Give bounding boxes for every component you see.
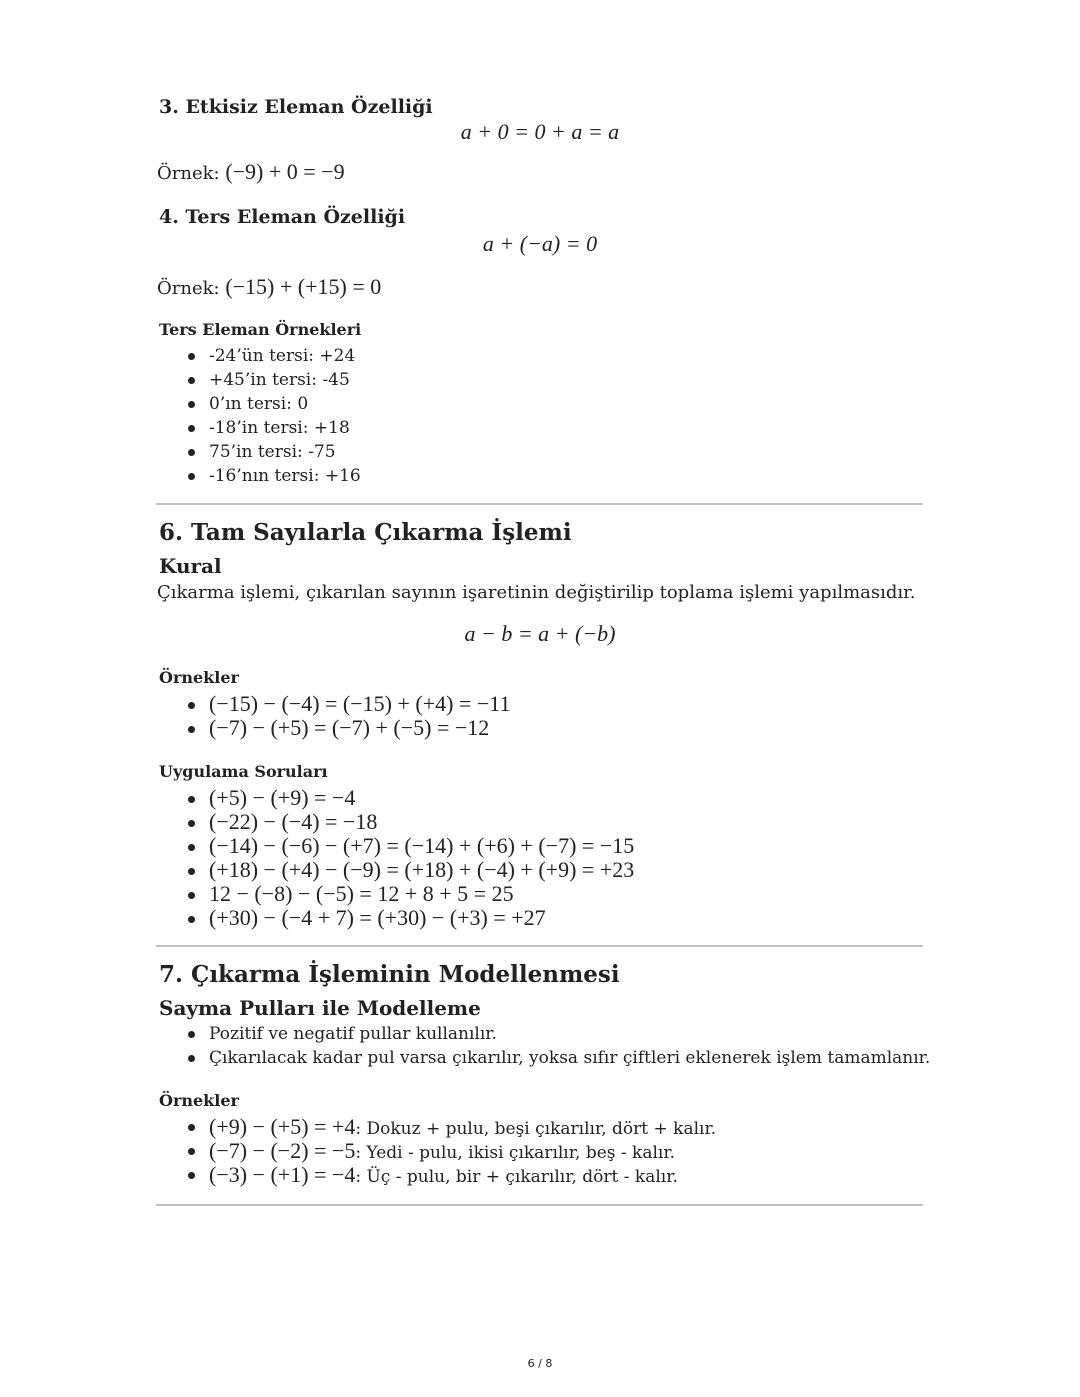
example-label: Örnek: bbox=[157, 278, 226, 299]
practice-list bbox=[188, 786, 634, 930]
list-item bbox=[188, 1139, 716, 1163]
list-item: -18’in tersi: +18 bbox=[188, 416, 361, 440]
inverse-examples-heading: Ters Eleman Örnekleri bbox=[159, 320, 362, 339]
list-item: Çıkarılacak kadar pul varsa çıkarılır, yoksa sıfır çiftleri eklenerek işlem tamamlanır. bbox=[188, 1046, 930, 1070]
rule-text: Çıkarma işlemi, çıkarılan sayının işaretinin değiştirilip toplama işlemi yapılmasıdır. bbox=[157, 582, 916, 603]
inverse-example bbox=[157, 274, 381, 300]
identity-example bbox=[157, 159, 345, 185]
list-item: Pozitif ve negatif pullar kullanılır. bbox=[188, 1022, 930, 1046]
list-item: -24’ün tersi: +24 bbox=[188, 344, 361, 368]
example-text: : Üç - pulu, bir + çıkarılır, dört - kalır. bbox=[355, 1167, 678, 1187]
section-6-heading: 6. Tam Sayılarla Çıkarma İşlemi bbox=[159, 519, 572, 546]
examples-heading: Örnekler bbox=[159, 668, 239, 687]
modeling-examples-list bbox=[188, 1115, 716, 1187]
divider bbox=[156, 503, 923, 505]
list-item bbox=[188, 1163, 716, 1187]
subtraction-formula: a − b = a + (−b) bbox=[464, 621, 616, 646]
practice-heading: Uygulama Soruları bbox=[159, 762, 328, 781]
example-math: (−3) − (+1) = −4 bbox=[209, 1162, 356, 1187]
list-item: (+30) − (−4 + 7) = (+30) − (+3) = +27 bbox=[188, 906, 634, 930]
list-item bbox=[188, 1115, 716, 1139]
list-item: 0’ın tersi: 0 bbox=[188, 392, 361, 416]
example-math: (+9) − (+5) = +4 bbox=[209, 1114, 356, 1139]
section-4-heading: 4. Ters Eleman Özelliği bbox=[159, 206, 406, 228]
list-item: (−14) − (−6) − (+7) = (−14) + (+6) + (−7) = −15 bbox=[188, 834, 634, 858]
identity-formula: a + 0 = 0 + a = a bbox=[460, 119, 620, 144]
divider bbox=[156, 945, 923, 947]
list-item: (+18) − (+4) − (−9) = (+18) + (−4) + (+9) = +23 bbox=[188, 858, 634, 882]
example-label: Örnek: bbox=[157, 163, 226, 184]
rule-title: Kural bbox=[159, 554, 222, 578]
list-item: (−7) − (+5) = (−7) + (−5) = −12 bbox=[188, 716, 510, 740]
modeling-subheading: Sayma Pulları ile Modelleme bbox=[159, 996, 481, 1020]
example-text: : Yedi - pulu, ikisi çıkarılır, beş - kalır. bbox=[355, 1143, 676, 1163]
inverse-examples-list bbox=[188, 344, 361, 488]
modeling-points-list bbox=[188, 1022, 930, 1070]
example-math: (−15) + (+15) = 0 bbox=[225, 274, 382, 299]
list-item: 75’in tersi: -75 bbox=[188, 440, 361, 464]
page-number: 6 / 8 bbox=[527, 1357, 553, 1370]
list-item: 12 − (−8) − (−5) = 12 + 8 + 5 = 25 bbox=[188, 882, 634, 906]
divider bbox=[156, 1204, 923, 1206]
modeling-examples-heading: Örnekler bbox=[159, 1091, 239, 1110]
list-item: (+5) − (+9) = −4 bbox=[188, 786, 634, 810]
section-7-heading: 7. Çıkarma İşleminin Modellenmesi bbox=[159, 961, 620, 988]
example-text: : Dokuz + pulu, beşi çıkarılır, dört + kalır. bbox=[355, 1119, 717, 1139]
list-item: +45’in tersi: -45 bbox=[188, 368, 361, 392]
section-3-heading: 3. Etkisiz Eleman Özelliği bbox=[159, 96, 433, 118]
list-item: -16’nın tersi: +16 bbox=[188, 464, 361, 488]
inverse-formula: a + (−a) = 0 bbox=[482, 231, 598, 256]
list-item: (−22) − (−4) = −18 bbox=[188, 810, 634, 834]
subtraction-examples-list bbox=[188, 692, 510, 740]
example-math: (−7) − (−2) = −5 bbox=[209, 1138, 356, 1163]
list-item: (−15) − (−4) = (−15) + (+4) = −11 bbox=[188, 692, 510, 716]
example-math: (−9) + 0 = −9 bbox=[225, 159, 345, 184]
